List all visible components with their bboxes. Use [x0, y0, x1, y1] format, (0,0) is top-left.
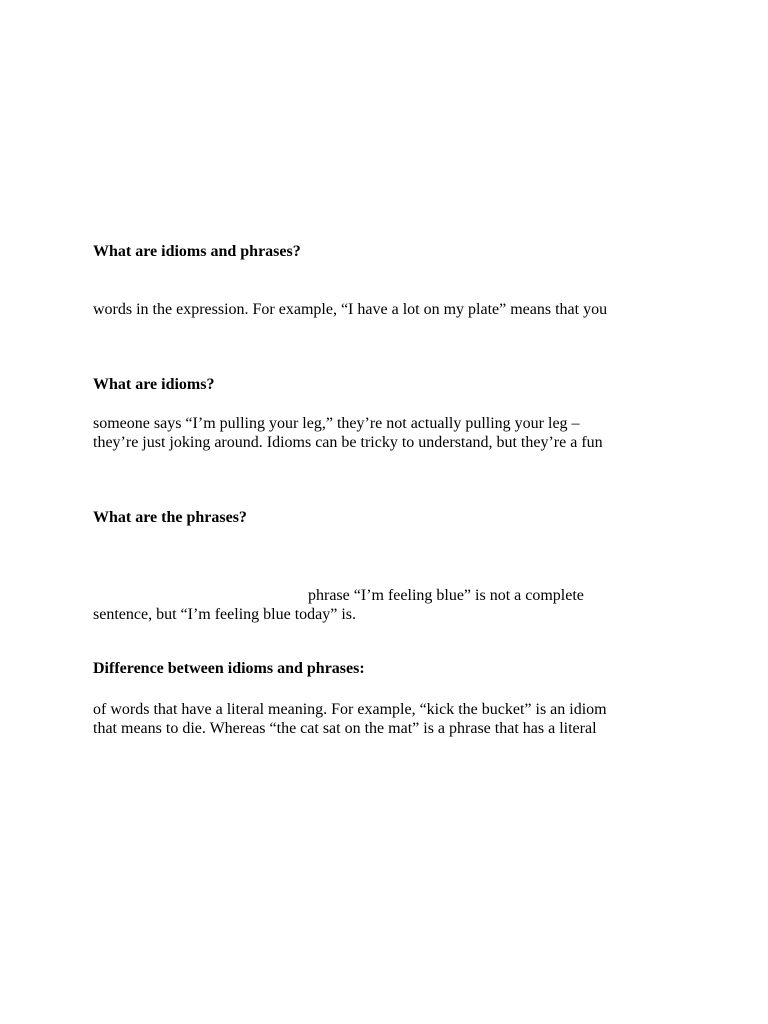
paragraph-line: of words that have a literal meaning. For example, “kick the bucket” is an idiom: [93, 701, 607, 718]
section-heading-difference: Difference between idioms and phrases:: [93, 660, 365, 677]
paragraph-line: sentence, but “I’m feeling blue today” is.: [93, 606, 357, 623]
section-heading-idioms: What are idioms?: [93, 376, 215, 393]
paragraph-line: someone says “I’m pulling your leg,” they’re not actually pulling your leg –: [93, 415, 580, 432]
paragraph-line: words in the expression. For example, “I have a lot on my plate” means that you: [93, 301, 608, 318]
paragraph-line: they’re just joking around. Idioms can be tricky to understand, but they’re a fun: [93, 434, 603, 451]
section-heading-idioms-and-phrases: What are idioms and phrases?: [93, 243, 301, 260]
paragraph-line: that means to die. Whereas “the cat sat on the mat” is a phrase that has a literal: [93, 720, 597, 737]
section-heading-phrases: What are the phrases?: [93, 509, 247, 526]
paragraph-line: phrase “I’m feeling blue” is not a complete: [308, 587, 584, 604]
